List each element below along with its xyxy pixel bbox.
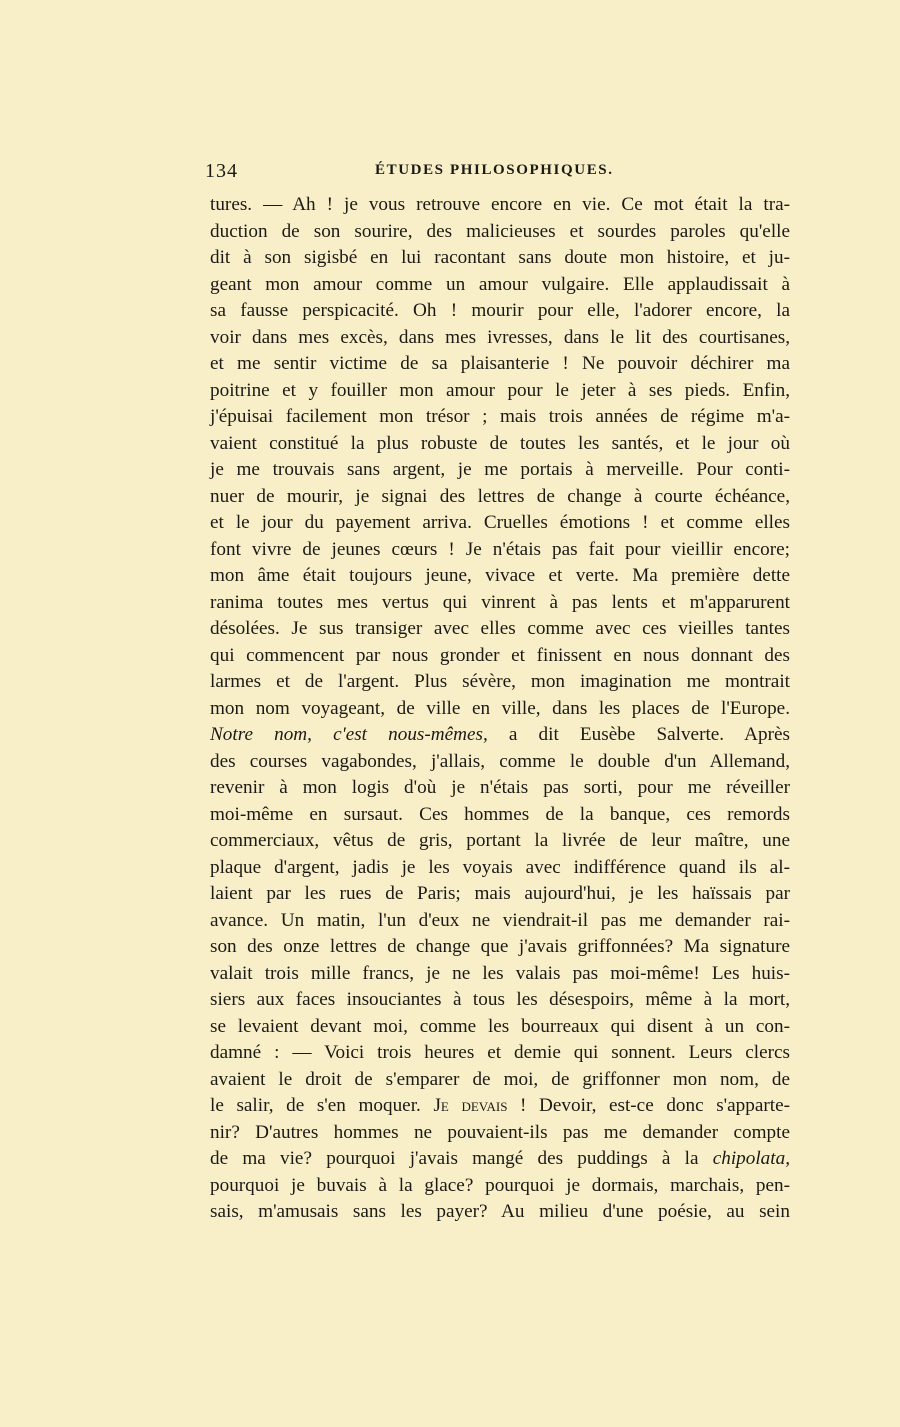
text-line: avance. Un matin, l'un d'eux ne viendrait-il pas me demander rai- <box>210 909 790 931</box>
text-line: sais, m'amusais sans les payer? Au milieu d'une poésie, au sein <box>210 1201 790 1222</box>
text-line: plaque d'argent, jadis je les voyais avec indifférence quand ils al- <box>210 856 790 878</box>
text-line: mon âme était toujours jeune, vivace et verte. Ma première dette <box>210 565 790 586</box>
text-line: j'épuisai facilement mon trésor ; mais trois années de régime m'a- <box>210 406 790 427</box>
text-line: larmes et de l'argent. Plus sévère, mon imagination me montrait <box>210 671 790 692</box>
text-line: des courses vagabondes, j'allais, comme le double d'un Allemand, <box>210 750 790 772</box>
text-line: nir? D'autres hommes ne pouvaient-ils pas me demander compte <box>210 1121 790 1143</box>
quote-attribution: a dit Eusèbe Salverte. Après <box>487 724 790 745</box>
text-line: tures. — Ah ! je vous retrouve encore en vie. Ce mot était la tra- <box>210 194 790 215</box>
text-line: damné : — Voici trois heures et demie qui sonnent. Leurs clercs <box>210 1042 790 1063</box>
text-line: siers aux faces insouciantes à tous les désespoirs, même à la mort, <box>210 989 790 1010</box>
text-line: et me sentir victime de sa plaisanterie ! Ne pouvoir déchirer ma <box>210 353 790 374</box>
text-line: duction de son sourire, des malicieuses et sourdes paroles qu'elle <box>210 220 790 242</box>
line-start: de ma vie? pourquoi j'avais mangé des puddings à la <box>210 1148 713 1169</box>
text-line-quote <box>210 722 790 749</box>
text-line: désolées. Je sus transiger avec elles comme avec ces vieilles tantes <box>210 618 790 639</box>
text-line: revenir à mon logis d'où je n'étais pas sorti, pour me réveiller <box>210 777 790 798</box>
italic-quote: Notre nom, c'est nous-mêmes, <box>210 724 488 745</box>
text-line: et le jour du payement arriva. Cruelles émotions ! et comme elles <box>210 512 790 533</box>
line-start: le salir, de s'en moquer. <box>210 1095 434 1116</box>
text-line: se levaient devant moi, comme les bourreaux qui disent à un con- <box>210 1015 790 1037</box>
italic-word: chipolata, <box>712 1148 790 1169</box>
text-line: avaient le droit de s'emparer de moi, de griffonner mon nom, de <box>210 1068 790 1090</box>
body-text <box>210 192 790 1226</box>
text-line: valait trois mille francs, je ne les valais pas moi-même! Les huis- <box>210 962 790 984</box>
text-line: qui commencent par nous gronder et finissent en nous donnant des <box>210 644 790 666</box>
text-line: mon nom voyageant, de ville en ville, dans les places de l'Europe. <box>210 697 790 719</box>
text-line: font vivre de jeunes cœurs ! Je n'étais pas fait pour vieillir encore; <box>210 538 790 560</box>
text-line: sa fausse perspicacité. Oh ! mourir pour elle, l'adorer encore, la <box>210 300 790 321</box>
text-line: geant mon amour comme un amour vulgaire. Elle applaudissait à <box>210 273 790 295</box>
smallcaps-phrase: Je devais <box>433 1095 508 1116</box>
text-line: vaient constitué la plus robuste de toutes les santés, et le jour où <box>210 432 790 454</box>
text-line: pourquoi je buvais à la glace? pourquoi je dormais, marchais, pen- <box>210 1174 790 1196</box>
text-line-smallcaps <box>210 1093 790 1120</box>
text-line: laient par les rues de Paris; mais aujourd'hui, je les haïssais par <box>210 883 790 904</box>
text-line: commerciaux, vêtus de gris, portant la livrée de leur maître, une <box>210 830 790 851</box>
text-line-italic-word <box>210 1146 790 1173</box>
text-line: dit à son sigisbé en lui racontant sans doute mon histoire, et ju- <box>210 247 790 268</box>
line-end: ! Devoir, est-ce donc s'apparte- <box>507 1095 790 1116</box>
running-title: ÉTUDES PHILOSOPHIQUES. <box>375 162 614 178</box>
text-line: je me trouvais sans argent, je me portais à merveille. Pour conti- <box>210 459 790 480</box>
text-line: voir dans mes excès, dans mes ivresses, dans le lit des courtisanes, <box>210 326 790 348</box>
text-line: ranima toutes mes vertus qui vinrent à pas lents et m'apparurent <box>210 591 790 613</box>
text-line: moi-même en sursaut. Ces hommes de la banque, ces remords <box>210 803 790 825</box>
page-header <box>205 160 789 190</box>
page-number: 134 <box>205 160 238 182</box>
text-line: son des onze lettres de change que j'avais griffonnées? Ma signature <box>210 936 790 957</box>
text-line: nuer de mourir, je signai des lettres de change à courte échéance, <box>210 485 790 507</box>
text-line: poitrine et y fouiller mon amour pour le jeter à ses pieds. Enfin, <box>210 379 790 401</box>
